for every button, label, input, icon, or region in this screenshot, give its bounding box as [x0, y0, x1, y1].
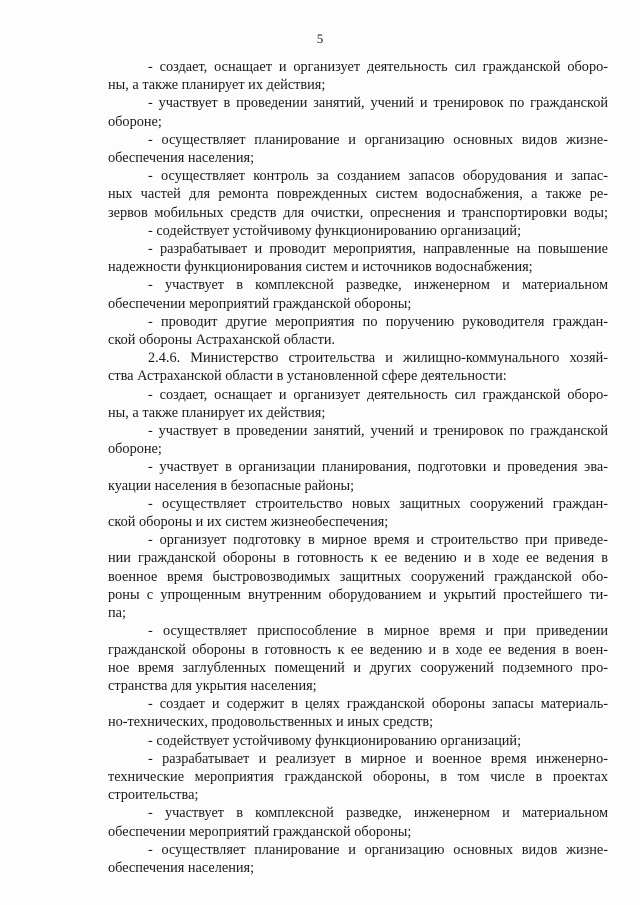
paragraph-line: - участвует в организации планирования, подготовки и проведения эва-	[148, 459, 608, 476]
paragraph-line: - осуществляет контроль за созданием запасов оборудования и запас-	[148, 168, 608, 185]
paragraph-line: технические мероприятия гражданской обороны, в том числе в проектах	[108, 768, 608, 785]
paragraph	[108, 222, 608, 240]
paragraph-line: - создает и содержит в целях гражданской обороны запасы материаль-	[148, 696, 608, 713]
document-body	[108, 58, 608, 877]
paragraph-line: ства Астраханской области в установленной сфере деятельности:	[108, 368, 507, 385]
paragraph-line: ных частей для ремонта поврежденных систем водоснабжения, а также ре-	[108, 186, 608, 203]
paragraph-line: - участвует в комплексной разведке, инженерном и материальном	[148, 805, 608, 822]
paragraph	[108, 131, 608, 167]
paragraph-line: - разрабатывает и проводит мероприятия, направленные на повышение	[148, 241, 608, 258]
paragraph-line: ской обороны Астраханской области.	[108, 332, 336, 349]
paragraph-line: па;	[108, 605, 126, 622]
paragraph-line: - участвует в проведении занятий, учений и тренировок по гражданской	[148, 423, 608, 440]
paragraph	[108, 695, 608, 731]
paragraph	[108, 240, 608, 276]
paragraph	[108, 732, 608, 750]
paragraph	[108, 386, 608, 422]
paragraph-line: - содействует устойчивому функционированию организаций;	[148, 222, 522, 239]
paragraph	[108, 349, 608, 385]
paragraph-line: - создает, оснащает и организует деятельность сил гражданской оборо-	[148, 386, 608, 403]
paragraph	[108, 94, 608, 130]
paragraph	[108, 313, 608, 349]
paragraph-line: надежности функционирования систем и источников водоснабжения;	[108, 259, 533, 276]
paragraph-line: обороне;	[108, 441, 162, 458]
paragraph-line: обеспечении мероприятий гражданской обороны;	[108, 295, 412, 312]
paragraph	[108, 495, 608, 531]
paragraph-line: странства для укрытия населения;	[108, 677, 317, 694]
paragraph-line: обеспечения населения;	[108, 859, 255, 876]
paragraph	[108, 58, 608, 94]
paragraph	[108, 276, 608, 312]
paragraph-line: зервов мобильных средств для очистки, опреснения и транспортировки воды;	[108, 204, 608, 221]
paragraph	[108, 750, 608, 805]
paragraph-line: - осуществляет планирование и организацию основных видов жизне-	[148, 841, 608, 858]
paragraph	[108, 422, 608, 458]
paragraph	[108, 622, 608, 695]
paragraph-line: - осуществляет строительство новых защитных сооружений граждан-	[148, 495, 608, 512]
paragraph-line: нии гражданской обороны в готовность к ее ведению и в ходе ее ведения в	[108, 550, 608, 567]
paragraph-line: - создает, оснащает и организует деятельность сил гражданской оборо-	[148, 59, 608, 75]
paragraph-line: но-технических, продовольственных и иных средств;	[108, 714, 434, 731]
paragraph-line: ской обороны и их систем жизнеобеспечения;	[108, 514, 389, 531]
paragraph-line: 2.4.6. Министерство строительства и жилищно-коммунального хозяй-	[148, 350, 608, 367]
paragraph-line: - участвует в комплексной разведке, инженерном и материальном	[148, 277, 608, 294]
paragraph-line: роны с упрощенным внутренним оборудованием и укрытий простейшего ти-	[108, 586, 608, 603]
paragraph-line: куации населения в безопасные районы;	[108, 477, 355, 494]
paragraph-line: строительства;	[108, 787, 199, 804]
paragraph	[108, 531, 608, 622]
paragraph-line: - организует подготовку в мирное время и строительство при приведе-	[148, 532, 608, 549]
paragraph-line: ны, а также планирует их действия;	[108, 77, 326, 94]
paragraph-line: обороне;	[108, 113, 162, 130]
paragraph-line: обеспечении мероприятий гражданской обороны;	[108, 823, 412, 840]
paragraph	[108, 841, 608, 877]
paragraph-line: военное время быстровозводимых защитных сооружений гражданской обо-	[108, 568, 608, 585]
paragraph-line: - осуществляет планирование и организацию основных видов жизне-	[148, 131, 608, 148]
paragraph-line: ное время заглубленных помещений и других сооружений подземного про-	[108, 659, 608, 676]
paragraph-line: - содействует устойчивому функционированию организаций;	[148, 732, 522, 749]
paragraph	[108, 458, 608, 494]
paragraph-line: - проводит другие мероприятия по поручению руководителя граждан-	[148, 313, 608, 330]
paragraph-line: - осуществляет приспособление в мирное время и при приведении	[148, 623, 608, 640]
paragraph	[108, 167, 608, 222]
paragraph-line: - разрабатывает и реализует в мирное и военное время инженерно-	[148, 750, 608, 767]
paragraph-line: ны, а также планирует их действия;	[108, 404, 326, 421]
paragraph-line: гражданской обороны в готовность к ее ведению и в ходе ее ведения в воен-	[108, 641, 608, 658]
paragraph	[108, 804, 608, 840]
paragraph-line: обеспечения населения;	[108, 150, 255, 167]
paragraph-line: - участвует в проведении занятий, учений и тренировок по гражданской	[148, 95, 608, 112]
page-number: 5	[316, 31, 324, 46]
